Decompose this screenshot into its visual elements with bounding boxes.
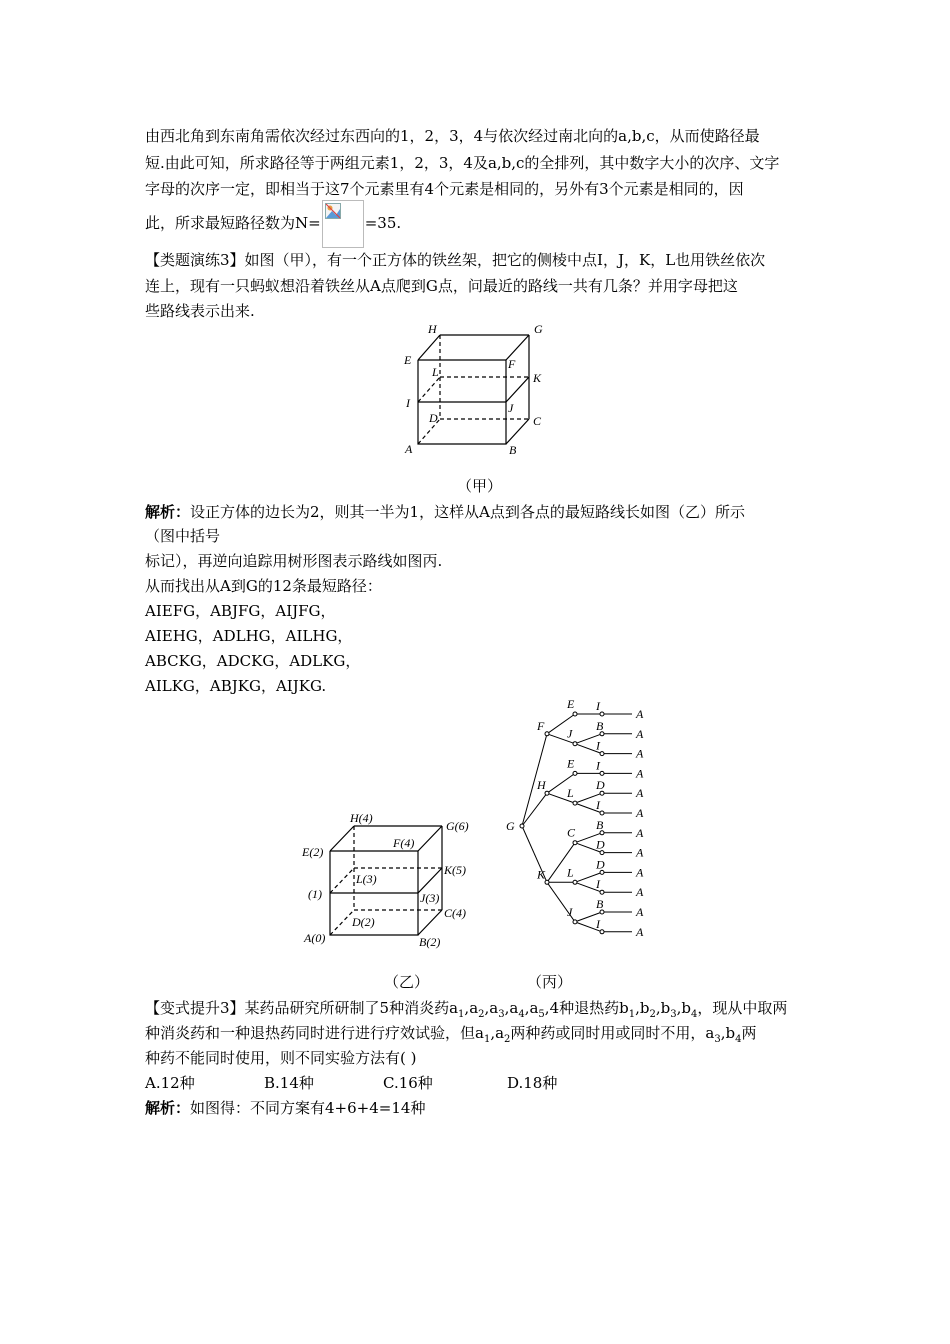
path-list-row-2: AIEHG，ADLHG，AILHG， [145,627,353,645]
label-G6: G(6) [446,819,469,833]
tree-label-leaf: A [636,905,644,919]
sub: 1 [628,1009,636,1020]
label-B2: B(2) [419,935,441,949]
tree-label-leaf: A [636,865,644,880]
solution-v3-text: 如图得：不同方案有4+6+4=14种 [190,1099,426,1117]
figure-jia [396,318,556,460]
tree-label-leaf: A [636,746,644,761]
tree-label-leaf: A [636,766,644,781]
tree-label-level3: I [596,699,600,713]
tree-label-level3: B [596,718,604,733]
solution3-head: 解析： [145,503,191,521]
variant3-line3: 种药不能同时使用，则不同实验方法有( ) [145,1049,417,1067]
tree-label-level3: I [596,877,600,892]
tree-label-level3: I [596,738,600,753]
sub: 4 [518,1009,525,1020]
variant3-l2c: 两 [741,1024,757,1042]
label-E: E [404,353,412,367]
variant3-line1: 【变式提升3】某药品研究所研制了5种消炎药$a_1,a_2,a_3,a_4,a_5,4$种退热药$b_1,b_2,b_3,b_4$，现从中取两 [145,999,788,1020]
broken-image-icon [325,203,341,219]
option-a: A.12种 [145,1074,195,1092]
label-I: I [406,396,410,410]
sub: 2 [478,1009,485,1020]
option-c: C.16种 [383,1074,433,1092]
problem3-tag: 【类题演练3】 [145,251,245,269]
tree-edge [522,793,547,826]
solution3-line3: 标记），再逆向追踪用树形图表示路线如图丙. [145,552,443,570]
label-E2: E(2) [302,845,324,859]
tree-node [520,824,524,828]
tree-label-level3: D [596,857,605,872]
variant3-l2b: 两种药或同时用或同时不用，a [510,1024,715,1042]
path-list-row-1: AIEFG，ABJFG，AIJFG， [145,602,336,620]
para1-line2: 短.由此可知，所求路径等于两组元素1，2，3，4及a,b,c的全排列，其中数字大小的次序、文字 [145,154,780,172]
label-F: F [508,357,516,371]
tree-label-level3: I [596,758,600,773]
tree-node [573,771,577,775]
tree-node [573,920,577,924]
tree-node [545,732,549,736]
tree-label-leaf: A [636,707,644,721]
tree-label-level2: J [567,726,573,741]
label-L3: L(3) [356,872,377,886]
path-list-row-3: ABCKG，ADCKG，ADLKG， [145,652,361,670]
label-B: B [509,443,517,457]
tree-label-level2: E [567,698,575,711]
tree-label-level3: B [596,817,604,832]
tree-node [545,880,549,884]
path-list-row-4: AILKG，ABJKG，AIJKG. [145,677,327,695]
sub: 1 [458,1009,465,1020]
tree-label-level2: E [567,756,575,771]
tree-label-leaf: A [636,806,644,820]
label-K5: K(5) [444,863,466,877]
para1-line1: 由西北角到东南角需依次经过东西向的1，2，3，4与依次经过南北向的a,b,c，从而使路径最 [145,127,760,145]
problem3-line1-text: 如图（甲），有一个正方体的铁丝架，把它的侧棱中点I，J，K，L也用铁丝依次 [244,251,766,269]
tree-label-level3: D [596,778,605,793]
tree-node [600,930,604,934]
label-A: A [405,442,413,456]
label-F4: F(4) [393,836,415,850]
solution3-line1 [145,502,745,522]
problem3-line3: 些路线表示出来. [145,302,255,320]
label-G: G [534,322,543,336]
tree-label-level1: H [537,778,546,793]
solution-v3-line [145,1098,425,1118]
tree-label-level3: I [596,916,600,931]
tree-label-level1: F [537,718,545,733]
caption-bing: （丙） [527,973,573,991]
label-C: C [533,414,542,428]
option-b: B.14种 [264,1074,314,1092]
tree-node [600,752,604,756]
tree-label-leaf: A [636,825,644,840]
sub: 4 [690,1009,698,1020]
tree-node [600,890,604,894]
sub: 3 [670,1009,677,1020]
problem3-line1 [145,250,765,270]
sub: 3 [498,1009,505,1020]
solution3-line4: 从而找出从A到G的12条最短路径： [145,577,382,595]
tree-label-level2: L [567,786,574,801]
label-D: D [429,411,438,425]
caption-yi: （乙） [384,973,430,991]
label-K: K [533,371,542,385]
label-J3: J(3) [420,891,440,905]
label-A0: A(0) [304,931,326,945]
tree-node [573,742,577,746]
tree-label-root: G [506,819,515,833]
tree-label-leaf: A [636,885,644,900]
tree-label-level3: B [596,897,604,911]
solution-v3-head: 解析： [145,1099,191,1117]
tree-label-level3: D [596,837,605,852]
variant3-text-b: 4种退热药b [549,999,629,1017]
tree-node [600,712,604,716]
option-d: D.18种 [507,1074,558,1092]
label-J: J [508,401,514,415]
label-I1: (1) [308,887,322,901]
sub: 5 [538,1009,545,1020]
figure-bing-tree [500,698,660,950]
tree-label-leaf: A [636,845,644,860]
para1-line4 [145,199,401,248]
variant3-line2: 种消炎药和一种退热药同时进行进行疗效试验，但$a_1,a_2$两种药或同时用或同时不用，$a_3,b_4$两 [145,1024,757,1045]
sub: 2 [649,1009,656,1020]
label-H4: H(4) [350,811,373,825]
tree-label-leaf: A [636,786,644,801]
para1-line4-result: =35. [364,214,402,232]
tree-label-level3: I [596,798,600,812]
variant3-l2a: 种消炎药和一种退热药同时进行进行疗效试验，但a [145,1024,484,1042]
figure-yi [300,808,480,954]
tree-node [573,712,577,716]
para1-line3: 字母的次序一定，即相当于这7个元素里有4个元素是相同的，另外有3个元素是相同的，因 [145,180,744,198]
tree-label-level2: J [567,904,573,919]
formula-image-placeholder [322,200,364,248]
variant3-text-c: ，现从中取两 [697,999,788,1017]
label-D2: D(2) [352,915,375,929]
caption-jia: （甲） [457,477,503,495]
solution3-line1-text: 设正方体的边长为2，则其一半为1，这样从A点到各点的最短路线长如图（乙）所示 [190,503,745,521]
label-H: H [428,322,437,336]
tree-label-level1: K [537,867,546,882]
solution3-line2: （图中括号 [145,527,221,545]
tree-label-leaf: A [636,924,644,939]
tree-node [573,841,577,845]
variant3-text-a: 某药品研究所研制了5种消炎药a [244,999,459,1017]
label-L: L [432,365,439,379]
label-C4: C(4) [444,906,466,920]
variant3-tag: 【变式提升3】 [145,999,245,1017]
problem3-line2: 连上，现有一只蚂蚁想沿着铁丝从A点爬到G点，问最近的路线一共有几条？并用字母把这 [145,277,738,295]
tree-node [600,811,604,815]
tree-label-level2: L [567,865,574,880]
para1-line4-text: 此，所求最短路径数为N= [145,214,321,232]
tree-label-leaf: A [636,726,644,741]
tree-label-level2: C [567,825,576,840]
tree-node [600,771,604,775]
tree-node [573,880,577,884]
tree-node [573,801,577,805]
